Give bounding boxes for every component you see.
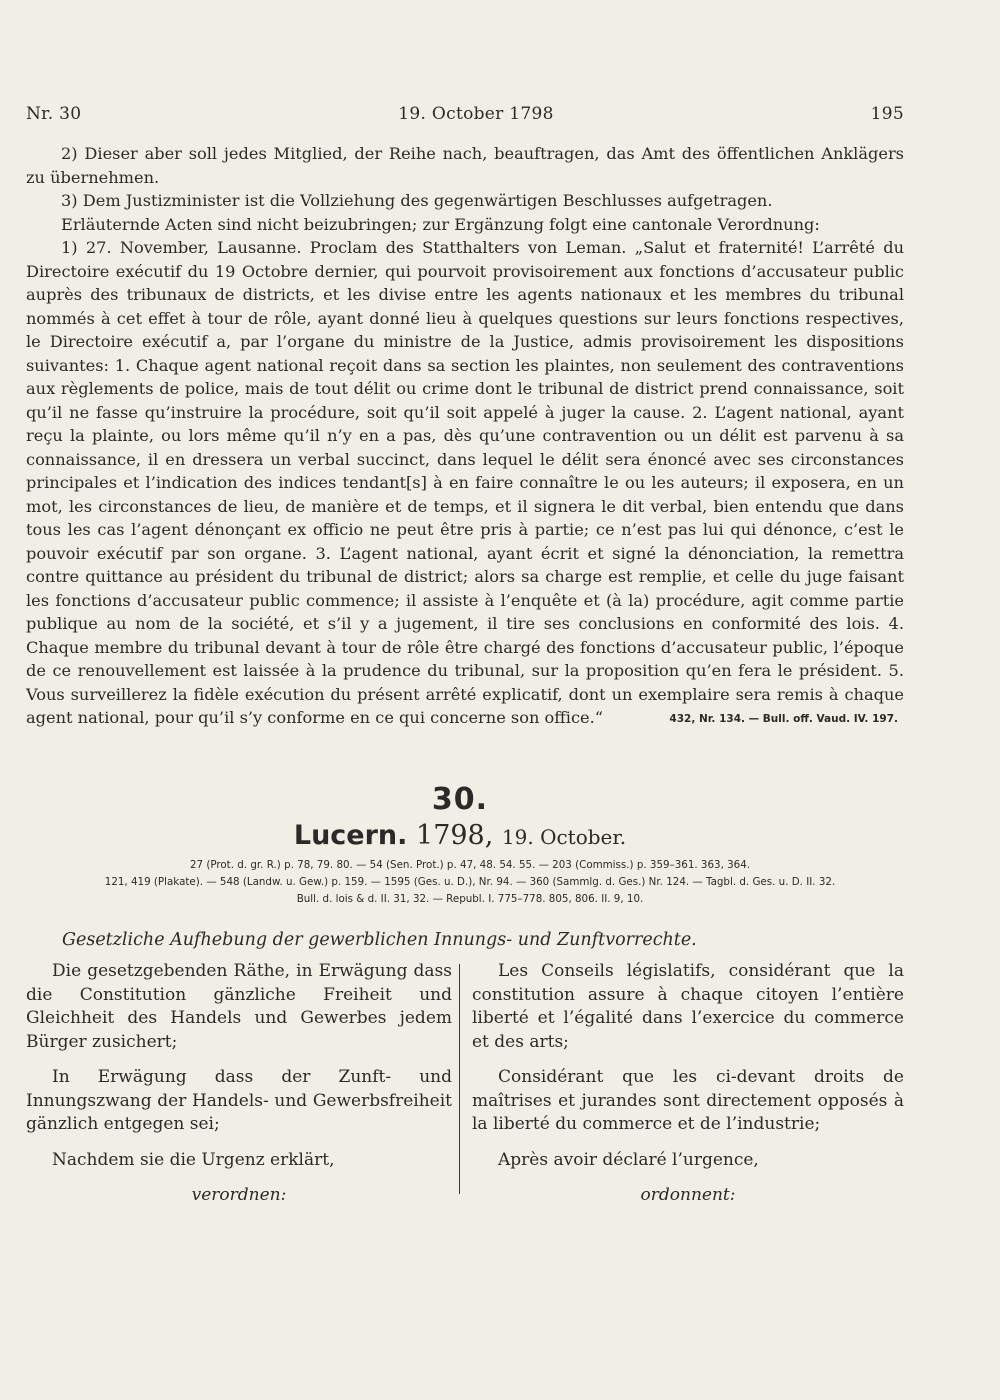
french-verb: ordonnent:: [640, 1185, 736, 1205]
page-header: [26, 104, 904, 124]
header-page-number: 195: [870, 104, 904, 124]
french-paragraph: Après avoir déclaré l’urgence,: [498, 1149, 759, 1170]
body-text: [26, 142, 904, 731]
german-verb: verordnen:: [191, 1185, 287, 1205]
german-paragraph: Nachdem sie die Urgenz erklärt,: [52, 1149, 335, 1170]
paragraph-1: 2) Dieser aber soll jedes Mitglied, der Reihe nach, beauftragen, das Amt des öffentlichen Anklägers zu übernehmen.: [26, 144, 904, 187]
german-paragraph: In Erwägung dass der Zunft- und Innungszwang der Handels- und Gewerbsfreiheit gänzlich entgegen sei;: [26, 1067, 452, 1134]
french-paragraph: Les Conseils législatifs, considérant que la constitution assure à chaque citoyen l’entière liberté et l’égalité dans l’exercice du commerce et des arts;: [472, 961, 904, 1052]
header-date: 19. October 1798: [398, 104, 554, 124]
archive-references: [30, 857, 910, 908]
french-column: [472, 960, 904, 1220]
header-number: Nr. 30: [26, 104, 82, 124]
paragraph-3: Erläuternde Acten sind nicht beizubringen; zur Ergänzung folgt eine cantonale Verordnung:: [61, 214, 820, 234]
german-paragraph: Die gesetzgebenden Räthe, in Erwägung dass die Constitution gänzliche Freiheit und Gleichheit des Handels und Gewerbes jedem Bürger zusichert;: [26, 961, 452, 1052]
paragraph-2: 3) Dem Justizminister ist die Vollziehung des gegenwärtigen Beschlusses aufgetragen.: [61, 191, 773, 210]
reference-line: Bull. d. lois & d. II. 31, 32. — Republ. I. 775–778. 805, 806. II. 9, 10.: [296, 893, 644, 905]
section-place: Lucern.: [293, 820, 408, 851]
section-year: 1798,: [416, 820, 494, 851]
reference-line: 121, 419 (Plakate). — 548 (Landw. u. Gew.) p. 159. — 1595 (Ges. u. D.), Nr. 94. — 360 (Sammlg. d. Ges.) Nr. 124. — Tagbl. d. Ges. u. D. II. 32.: [104, 876, 836, 888]
section-subject: Gesetzliche Aufhebung der gewerblichen Innungs- und Zunftvorrechte.: [62, 930, 697, 950]
column-divider: [459, 964, 460, 1194]
paragraph-4: 1) 27. November, Lausanne. Proclam des Statthalters von Leman. „Salut et fraternité! L’arrêté du Directoire exécutif du 19 Octobre dernier, qui pourvoit provisoirement aux fonctions d’accusateur public auprès des tribunaux de districts, et les divise entre les agents nationaux et les membres du tribunal nommés à cet effet à tour de rôle, ayant donné lieu à quelques questions sur leurs fonctions respectives, le Directoire exécutif a, par l’organe du ministre de la Justice, admis provisoirement les dispositions suivantes: 1. Chaque agent national reçoit dans sa section les plaintes, non seulement des contraventions aux règlements de police, mais de tout délit ou crime dont le tribunal de district prend connaissance, soit qu’il ne fasse qu’instruire la procédure, soit qu’il soit appelé à juger la cause. 2. L’agent national, ayant reçu la plainte, ou lors même qu’il n’y en a pas, dès qu’une contravention ou un délit est parvenu à sa connaissance, il en dressera un verbal succinct, dans lequel le délit sera énoncé avec ses circonstances principales et l’indication des indices tendant[s] à en faire connaître le ou les auteurs; il exposera, en un mot, les circonstances de lieu, de manière et de temps, et il signera le dit verbal, bien entendu que dans tous les cas l’agent dénonçant ex officio ne peut être pris à partie; ce n’est pas lui qui dénonce, c’est le pouvoir exécutif par son organe. 3. L’agent national, ayant écrit et signé la dénonciation, la remettra contre quittance au président du tribunal de district; alors sa charge est remplie, et celle du juge faisant les fonctions d’accusateur public commence; il assiste à l’enquête et (à la) procédure, agit comme partie publique au nom de la société, et s’il y a jugement, il tire ses conclusions en conformité des lois. 4. Chaque membre du tribunal devant à tour de rôle être chargé des fonctions d’accusateur public, l’époque de ce renouvellement est laissée à la prudence du tribunal, sur la proposition qu’en fera le président. 5. Vous surveillerez la fidèle exécution du présent arrêté explicatif, dont un exemplaire sera remis à chaque agent national, pour qu’il s’y conforme en ce qui concerne son office.“: [26, 238, 904, 727]
section-title: [0, 820, 920, 851]
french-paragraph: Considérant que les ci-devant droits de maîtrises et jurandes sont directement opposés à la liberté du commerce et de l’industrie;: [472, 1067, 904, 1134]
german-column: [26, 960, 452, 1220]
source-reference: 432, Nr. 134. — Bull. off. Vaud. IV. 197.: [669, 712, 898, 725]
section-number: 30.: [431, 782, 489, 817]
reference-line: 27 (Prot. d. gr. R.) p. 78, 79. 80. — 54 (Sen. Prot.) p. 47, 48. 54. 55. — 203 (Commiss.) p. 359–361. 363, 364.: [189, 859, 751, 871]
section-date: 19. October.: [501, 825, 627, 849]
